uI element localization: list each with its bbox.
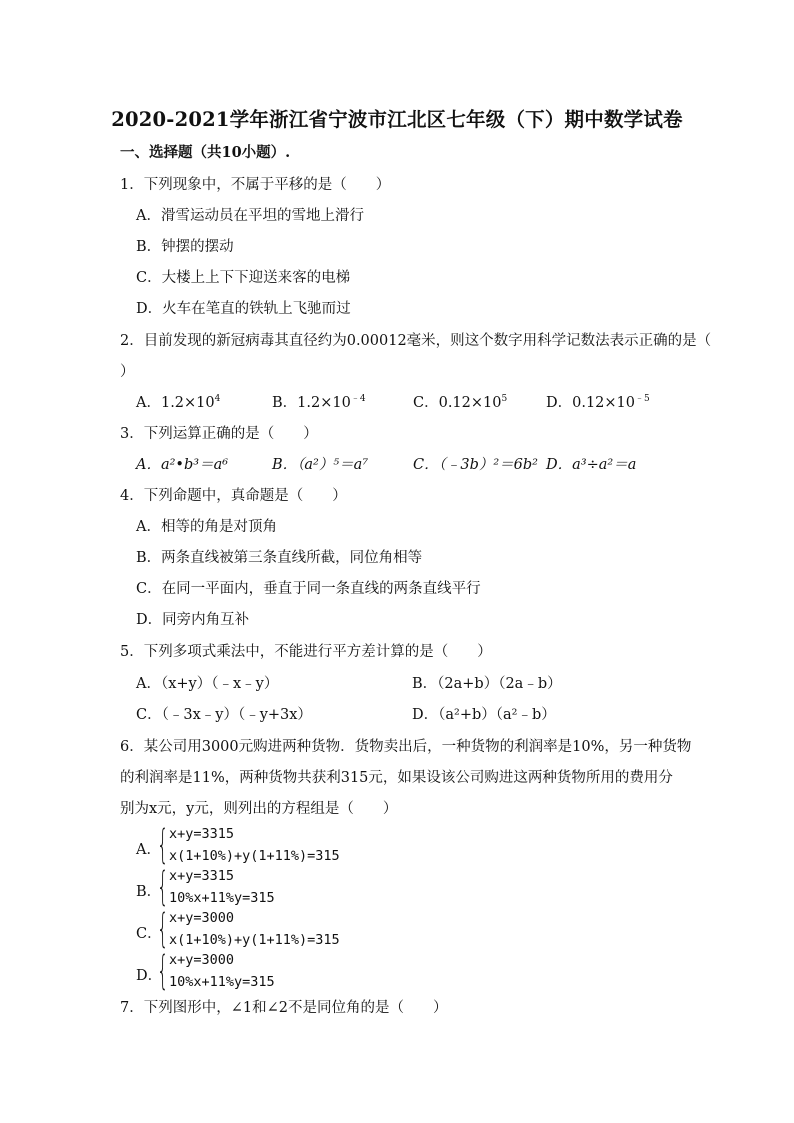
equation-row-2: x(1+10%)+y(1+11%)=315 — [169, 932, 340, 948]
section-heading: 一、选择题（共10小题）. — [120, 144, 291, 161]
left-brace-icon: { — [157, 906, 169, 952]
equation-row-2: 10%x+11%y=315 — [169, 974, 275, 990]
option-label: A． — [136, 842, 161, 858]
question-2-option-d: D．$0.12\times 10^{﹣5}$ — [546, 394, 650, 411]
equation-row-2: x(1+10%)+y(1+11%)=315 — [169, 848, 340, 864]
question-5-option-c: C．（﹣3x﹣y）（﹣y+3x） — [136, 707, 312, 723]
question-7-stem: 7．下列图形中，∠1和∠2不是同位角的是（ ） — [120, 1000, 448, 1016]
question-6-stem-line-2: 的利润率是11%，两种货物共获利315元，如果设该公司购进这两种货物所用的费用分 — [120, 770, 673, 786]
option-label: C． — [136, 926, 162, 942]
left-brace-icon: { — [157, 822, 169, 868]
question-4-option-c: C．在同一平面内，垂直于同一条直线的两条直线平行 — [136, 581, 481, 597]
question-5-option-a: A．（x+y）（﹣x﹣y） — [136, 676, 279, 692]
question-3-option-b: B．（a²）⁵＝a⁷ — [272, 457, 369, 473]
question-2-option-a: A．$1.2\times 10^4$ — [136, 394, 221, 411]
question-6-stem-line-3: 别为x元，y元，则列出的方程组是（ ） — [120, 801, 398, 817]
option-label: D． — [136, 968, 163, 984]
question-3-option-a: A．a²•b³＝a⁶ — [136, 457, 229, 473]
equation-row-1: x+y=3000 — [169, 910, 235, 926]
question-1-option-a: A．滑雪运动员在平坦的雪地上滑行 — [136, 208, 364, 224]
question-4-option-b: B．两条直线被第三条直线所截，同位角相等 — [136, 550, 423, 566]
question-1-option-d: D．火车在笔直的铁轨上飞驰而过 — [136, 301, 351, 317]
question-6-stem-line-1: 6．某公司用3000元购进两种货物．货物卖出后，一种货物的利润率是10%，另一种货物 — [120, 739, 692, 755]
question-5-option-b: B．（2a+b）（2a﹣b） — [412, 676, 562, 692]
question-4-stem: 4．下列命题中，真命题是（ ） — [120, 488, 347, 504]
question-2-option-c: C．$0.12\times 10^5$ — [413, 394, 508, 411]
question-1-option-c: C．大楼上上下下迎送来客的电梯 — [136, 270, 351, 286]
page-title: 2020-2021学年浙江省宁波市江北区七年级（下）期中数学试卷 — [111, 108, 683, 131]
question-3-stem: 3．下列运算正确的是（ ） — [120, 426, 318, 442]
equation-row-2: 10%x+11%y=315 — [169, 890, 275, 906]
question-4-option-d: D．同旁内角互补 — [136, 612, 250, 628]
equation-row-1: x+y=3000 — [169, 952, 235, 968]
question-2-stem: 2．目前发现的新冠病毒其直径约为0.00012毫米，则这个数字用科学记数法表示正确的是（ — [120, 333, 712, 349]
left-brace-icon: { — [157, 948, 169, 994]
option-label: B． — [136, 884, 162, 900]
question-2-option-b: B．$1.2\times 10^{﹣4}$ — [272, 394, 366, 411]
equation-row-1: x+y=3315 — [169, 868, 235, 884]
question-2-stem-cont: ） — [120, 364, 135, 380]
question-5-option-d: D．（a²+b）（a²﹣b） — [412, 707, 556, 723]
question-3-option-d: D．a³÷a²＝a — [546, 457, 637, 473]
question-3-option-c: C．（﹣3b）²＝6b² — [413, 457, 538, 473]
question-1-stem: 1．下列现象中，不属于平移的是（ ） — [120, 177, 391, 193]
question-5-stem: 5．下列多项式乘法中，不能进行平方差计算的是（ ） — [120, 644, 492, 660]
left-brace-icon: { — [157, 864, 169, 910]
question-4-option-a: A．相等的角是对顶角 — [136, 519, 277, 535]
equation-row-1: x+y=3315 — [169, 826, 235, 842]
question-1-option-b: B．钟摆的摆动 — [136, 239, 234, 255]
